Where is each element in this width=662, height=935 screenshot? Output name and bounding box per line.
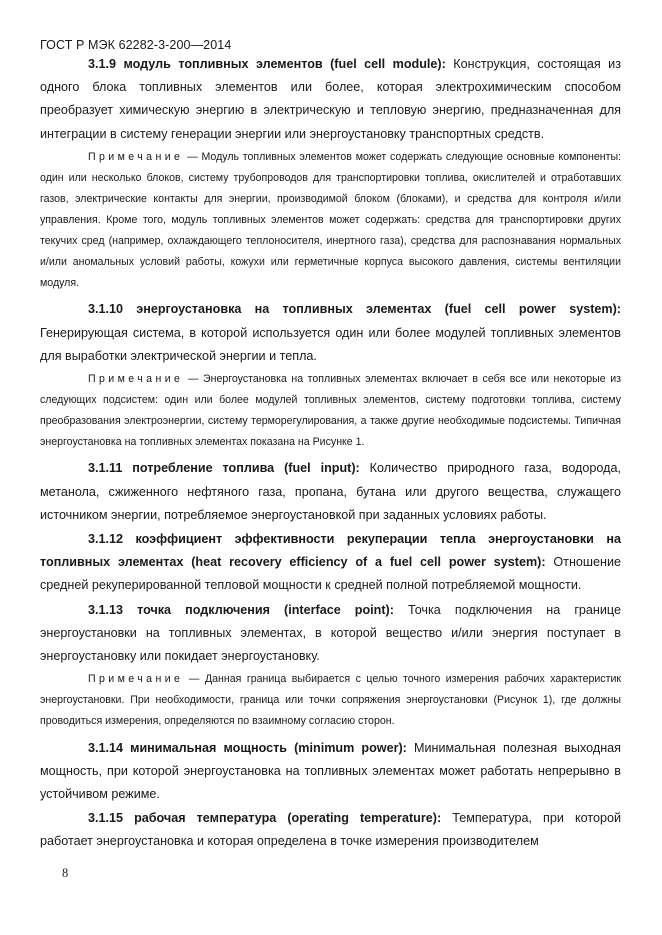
note-fuel-cell-module [40, 147, 621, 295]
note-power-system [40, 369, 621, 453]
note-text: Данная граница выбирается с целью точного измерения рабочих характеристик энергоустановки. При необходимости, граница или точки сопряжения энергоустановки (Рисунок 1), где должны проводиться измерения, определяются по взаимному согласию сторон. [40, 673, 621, 728]
definition-text: Генерирующая система, в которой используется один или более модулей топливных элементов для выработки электрической энергии и тепла. [40, 325, 621, 363]
definition-3-1-11 [40, 457, 621, 527]
definition-3-1-12 [40, 528, 621, 598]
note-dash: — [183, 673, 205, 686]
definition-term: 3.1.13 точка подключения (interface point): [88, 602, 394, 617]
definition-3-1-15 [40, 807, 621, 853]
definition-text: Количество природного газа, водорода, метанола, сжиженного нефтяного газа, пропана, бутана или другого вещества, служащего источником энергии, потребляемое энергоустановкой при заданных условиях работы. [40, 461, 621, 522]
definition-text: Температура, при которой работает энергоустановка и которая определена в точке измерения производителем [40, 811, 622, 849]
definition-term: 3.1.11 потребление топлива (fuel input): [88, 461, 360, 476]
definition-term: 3.1.10 энергоустановка на топливных элементах (fuel cell power system): [88, 302, 621, 317]
note-text: Модуль топливных элементов может содержать следующие основные компоненты: один или несколько блоков, систему трубопроводов для транспортировки топлива, окислителей и отработавших газов, электрические контакты для энергии, производимой блоком (блоками), и средства для контроля и/или управления. Кроме того, модуль топливных элементов может содержать: средства для транспортировки других текучих сред (например, охлаждающего теплоносителя, инертного газа), средства для распознавания нормальных и/или аномальных условий работы, кожухи или герметичные корпуса высокого давления, системы вентиляции модуля. [40, 150, 622, 290]
note-label: Примечание [88, 373, 184, 386]
definition-3-1-10 [40, 298, 621, 368]
page-number: 8 [62, 866, 69, 880]
note-text: Энергоустановка на топливных элементах включает в себя все или некоторые из следующих подсистем: один или более модулей топливных элементов, систему подготовки топлива, систему преобразования электроэнергии, систему терморегулирования, а также другие необходимые подсистемы. Типичная энергоустановка на топливных элементах показана на Рисунке 1. [40, 373, 621, 449]
definition-text: Точка подключения на границе энергоустановки на топливных элементах, в которой вещество и/или энергия поступает в энергоустановку или покидает энергоустановку. [40, 602, 621, 664]
definition-3-1-14 [40, 737, 621, 807]
definition-text: Минимальная полезная выходная мощность, при которой энергоустановка на топливных элементах может работать непрерывно в устойчивом режиме. [40, 740, 621, 801]
note-label: Примечание [88, 673, 184, 686]
document-body [40, 53, 621, 854]
note-dash: — [183, 373, 203, 386]
definition-term: 3.1.12 коэффициент эффективности рекуперации тепла энергоустановки на топливных элементах (heat recovery efficiency of a fuel cell power system): [40, 532, 621, 570]
definition-term: 3.1.15 рабочая температура (operating temperature): [88, 811, 442, 826]
note-dash: — [183, 150, 202, 163]
document-header: ГОСТ Р МЭК 62282-3-200—2014 [40, 38, 232, 52]
definition-term: 3.1.14 минимальная мощность (minimum power): [88, 740, 407, 755]
definition-3-1-9 [40, 53, 621, 146]
definition-term: 3.1.9 модуль топливных элементов (fuel cell module): [88, 57, 446, 71]
definition-text: Конструкция, состоящая из одного блока топливных элементов или более, которая электрохимическим способом преобразует химическую энергию в электрическую и тепловую энергию, предназначенная для интеграции в систему генерации энергии или энергоустановку транспортных средств. [40, 57, 621, 141]
definition-3-1-13 [40, 599, 621, 669]
note-label: Примечание [88, 150, 184, 163]
definition-text: Отношение средней рекуперированной тепловой мощности к средней полной потребляемой мощности. [40, 555, 621, 593]
note-interface-point [40, 669, 621, 732]
